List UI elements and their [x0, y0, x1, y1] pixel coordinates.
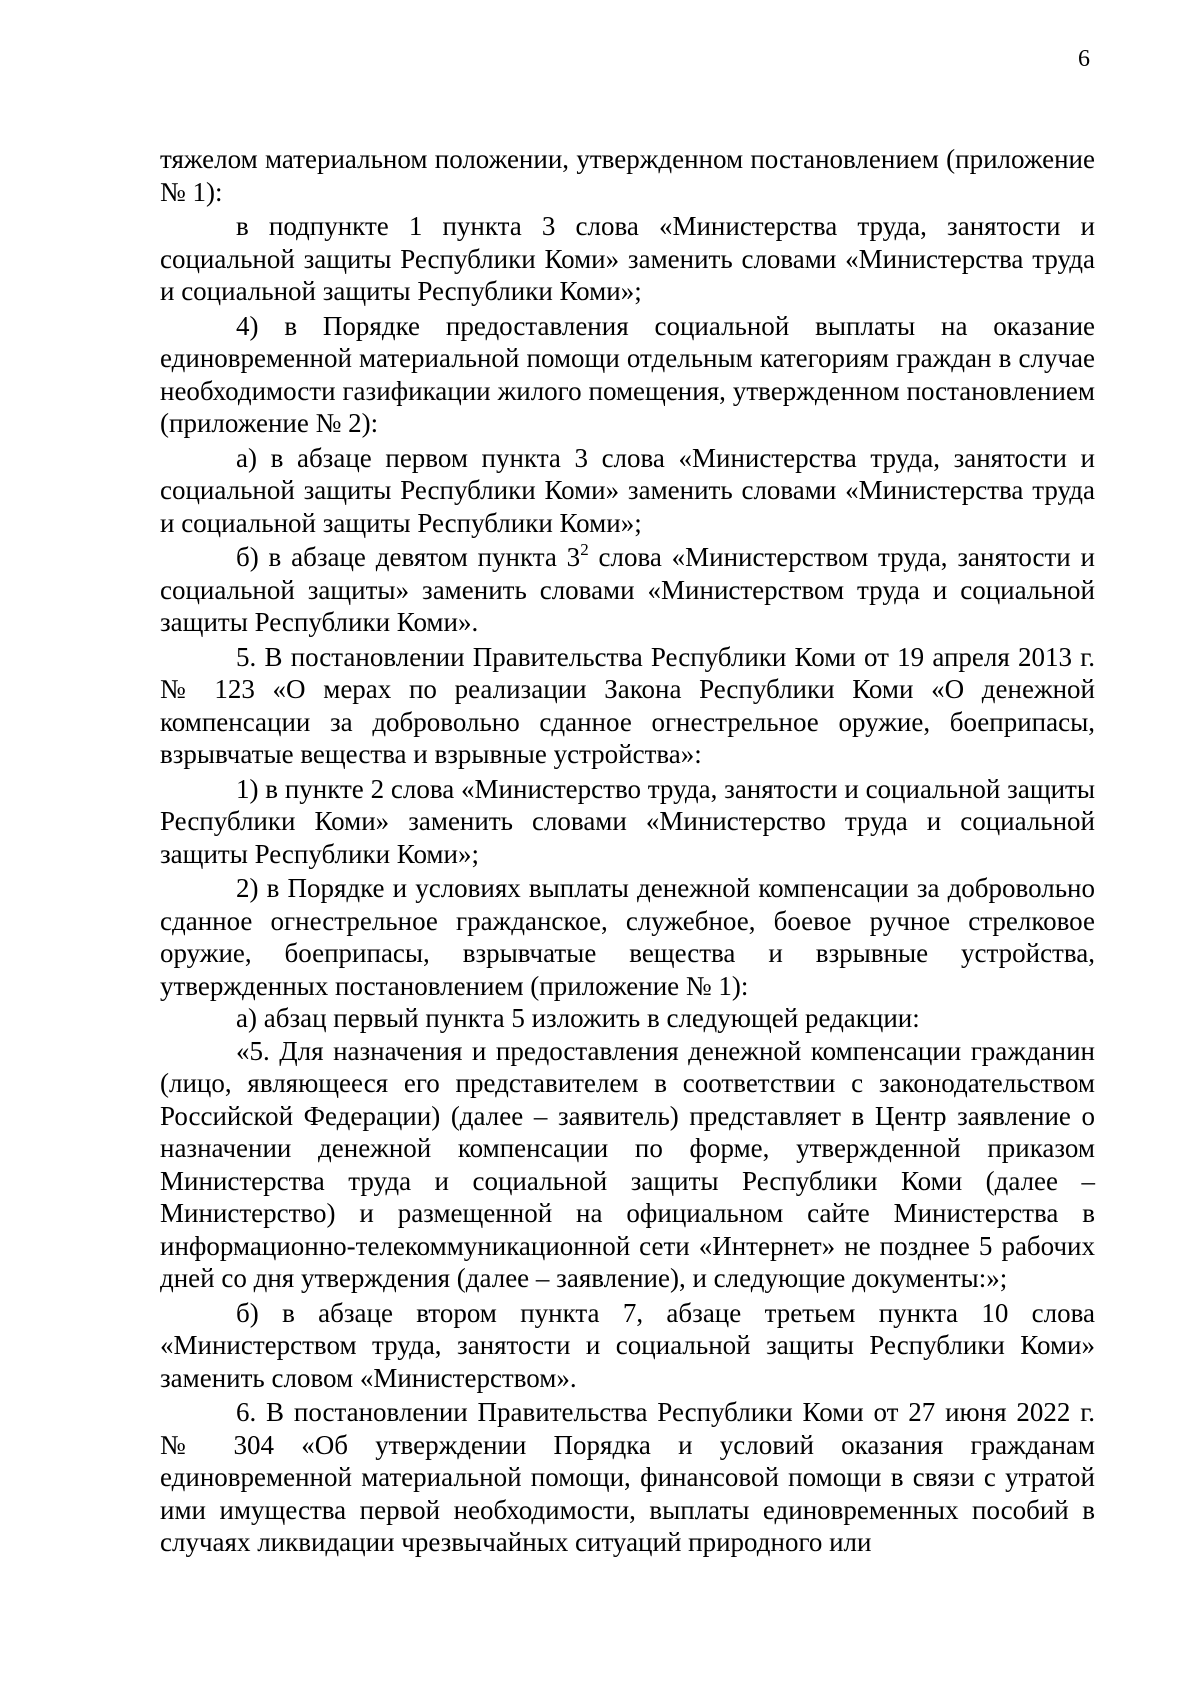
document-body	[160, 143, 1095, 1559]
paragraph-item-2: 2) в Порядке и условиях выплаты денежной компенсации за добровольно сданное огнестрельное гражданское, служебное, боевое ручное стрелковое оружие, боеприпасы, взрывчатые вещества и взрывные устройства, утвержденных постановлением (приложение № 1):	[160, 873, 1095, 1001]
paragraph-subitem-a: а) в абзаце первом пункта 3 слова «Министерства труда, занятости и социальной защиты Республики Коми» заменить словами «Министерства труда и социальной защиты Республики Коми»;	[160, 442, 1095, 538]
paragraph-subitem: в подпункте 1 пункта 3 слова «Министерства труда, занятости и социальной защиты Республики Коми» заменить словами «Министерства труда и социальной защиты Республики Коми»;	[160, 211, 1095, 306]
paragraph-continuation: тяжелом материальном положении, утвержденном постановлением (приложение № 1):	[160, 144, 1095, 207]
paragraph-quoted-item-5: «5. Для назначения и предоставления денежной компенсации гражданин (лицо, являющееся его представителем в соответствии с законодательством Российской Федерации) (далее – заявитель) представляет в Центр заявление о назначении денежной компенсации по форме, утвержденной приказом Министерства труда и социальной защиты Республики Коми (далее – Министерство) и размещенной на официальном сайте Министерства в информационно-телекоммуникационной сети «Интернет» не позднее 5 рабочих дней со дня утверждения (далее – заявление), и следующие документы:»;	[160, 1035, 1095, 1293]
paragraph-text: слова «Министерством труда, занятости и социальной защиты» заменить словами «Министерством труда и социальной защиты Республики Коми».	[160, 542, 1095, 637]
paragraph-section-5: 5. В постановлении Правительства Республики Коми от 19 апреля 2013 г. № 123 «О мерах по реализации Закона Республики Коми «О денежной компенсации за добровольно сданное огнестрельное оружие, боеприпасы, взрывчатые вещества и взрывные устройства»:	[160, 641, 1095, 769]
paragraph-text: б) в абзаце девятом пункта 3	[236, 542, 581, 572]
paragraph-subitem-b: б) в абзаце втором пункта 7, абзаце третьем пункта 10 слова «Министерством труда, занятости и социальной защиты Республики Коми» заменить словом «Министерством».	[160, 1297, 1095, 1393]
paragraph-item-4: 4) в Порядке предоставления социальной выплаты на оказание единовременной материальной помощи отдельным категориям граждан в случае необходимости газификации жилого помещения, утвержденном постановлением (приложение № 2):	[160, 310, 1095, 438]
paragraph-subitem-b	[160, 541, 1095, 639]
page-number: 6	[1078, 46, 1090, 72]
paragraph-subitem-a: а) абзац первый пункта 5 изложить в следующей редакции:	[236, 1003, 920, 1033]
paragraph-section-6: 6. В постановлении Правительства Республики Коми от 27 июня 2022 г. № 304 «Об утверждении Порядка и условий оказания гражданам единовременной материальной помощи, финансовой помощи в связи с утратой ими имущества первой необходимости, выплаты единовременных пособий в случаях ликвидации чрезвычайных ситуаций природного или	[160, 1397, 1095, 1557]
paragraph-item-1: 1) в пункте 2 слова «Министерство труда, занятости и социальной защиты Республики Коми» заменить словами «Министерство труда и социальной защиты Республики Коми»;	[160, 773, 1095, 869]
superscript: 2	[580, 540, 589, 559]
